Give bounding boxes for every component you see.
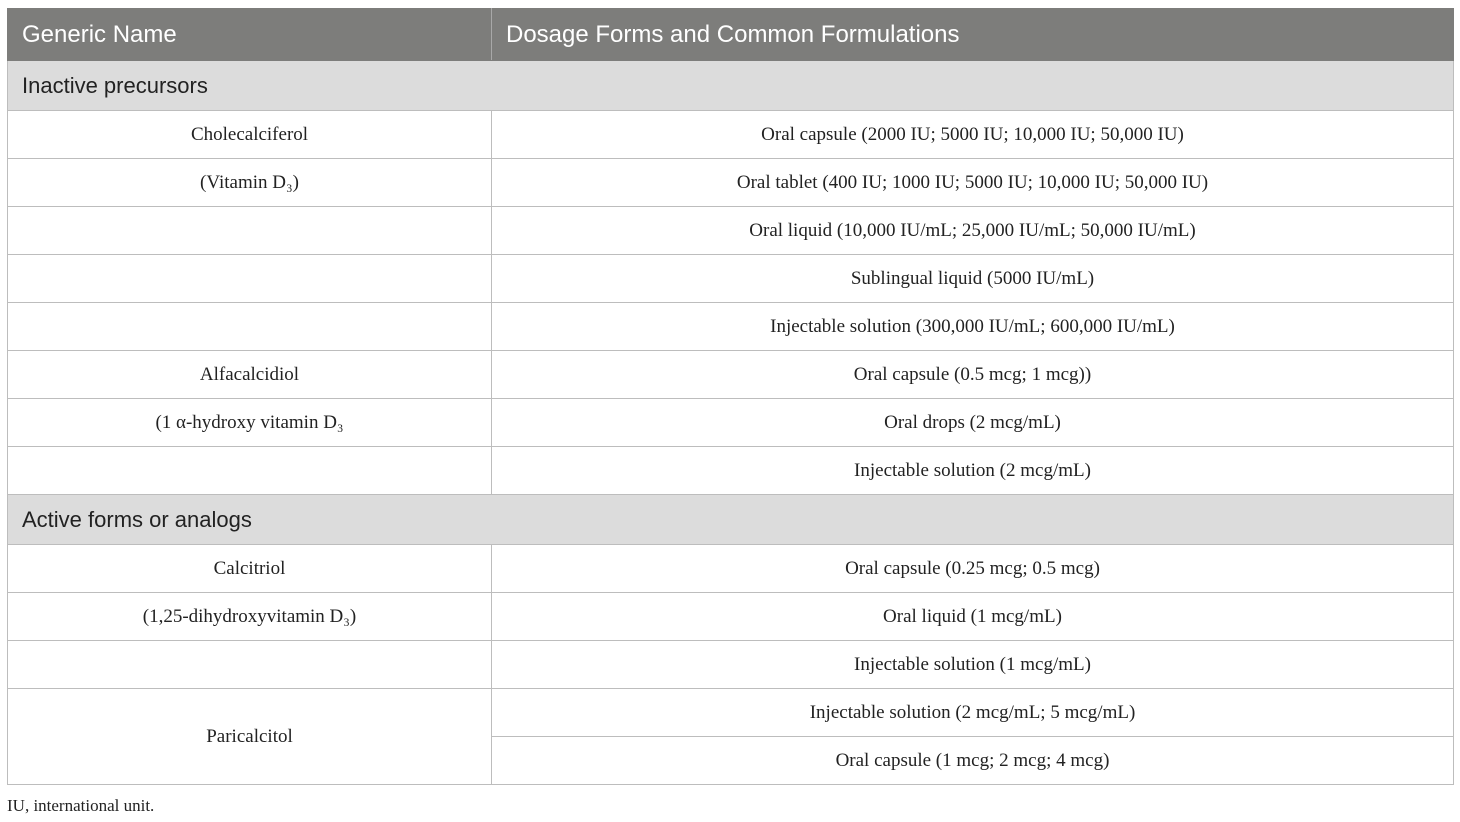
table-row	[8, 255, 1454, 303]
section-title: Active forms or analogs	[8, 495, 1454, 545]
dosage-form-cell: Oral capsule (0.5 mcg; 1 mcg))	[492, 351, 1454, 399]
dosage-form-cell: Oral capsule (2000 IU; 5000 IU; 10,000 IU; 50,000 IU)	[492, 111, 1454, 159]
table-row	[8, 351, 1454, 399]
dosage-form-cell: Injectable solution (2 mcg/mL; 5 mcg/mL)	[492, 689, 1454, 737]
table-row	[8, 593, 1454, 641]
generic-name-cell	[8, 447, 492, 495]
dosage-form-cell: Oral liquid (1 mcg/mL)	[492, 593, 1454, 641]
dosage-form-cell: Oral liquid (10,000 IU/mL; 25,000 IU/mL; 50,000 IU/mL)	[492, 207, 1454, 255]
generic-name-cell	[8, 641, 492, 689]
dosage-form-cell: Injectable solution (2 mcg/mL)	[492, 447, 1454, 495]
table-row	[8, 159, 1454, 207]
dosage-form-cell: Oral drops (2 mcg/mL)	[492, 399, 1454, 447]
section-title: Inactive precursors	[8, 61, 1454, 111]
table-row	[8, 689, 1454, 737]
dosage-form-cell: Oral capsule (0.25 mcg; 0.5 mcg)	[492, 545, 1454, 593]
dosage-forms-table	[7, 8, 1454, 785]
generic-name-cell	[8, 207, 492, 255]
section-row-inactive-precursors	[8, 61, 1454, 111]
table-row	[8, 399, 1454, 447]
table-row	[8, 111, 1454, 159]
generic-name-cell: (1,25-dihydroxyvitamin D₃)	[8, 593, 492, 641]
generic-name-cell	[8, 255, 492, 303]
section-row-active-forms	[8, 495, 1454, 545]
table-row	[8, 641, 1454, 689]
dosage-form-cell: Oral capsule (1 mcg; 2 mcg; 4 mcg)	[492, 737, 1454, 785]
table-row	[8, 303, 1454, 351]
generic-name-cell: (1 α-hydroxy vitamin D₃	[8, 399, 492, 447]
dosage-form-cell: Sublingual liquid (5000 IU/mL)	[492, 255, 1454, 303]
header-dosage-forms: Dosage Forms and Common Formulations	[492, 9, 1454, 61]
generic-name-cell: Cholecalciferol	[8, 111, 492, 159]
generic-name-cell: Calcitriol	[8, 545, 492, 593]
table-row	[8, 207, 1454, 255]
generic-name-cell: Alfacalcidiol	[8, 351, 492, 399]
dosage-form-cell: Injectable solution (1 mcg/mL)	[492, 641, 1454, 689]
generic-name-cell: Paricalcitol	[8, 689, 492, 785]
dosage-form-cell: Oral tablet (400 IU; 1000 IU; 5000 IU; 10,000 IU; 50,000 IU)	[492, 159, 1454, 207]
dosage-form-cell: Injectable solution (300,000 IU/mL; 600,000 IU/mL)	[492, 303, 1454, 351]
header-generic-name: Generic Name	[8, 9, 492, 61]
generic-name-cell	[8, 303, 492, 351]
generic-name-cell: (Vitamin D₃)	[8, 159, 492, 207]
table-footnote: IU, international unit.	[7, 796, 155, 815]
table-row	[8, 545, 1454, 593]
table-row	[8, 447, 1454, 495]
table-header-row	[8, 9, 1454, 61]
